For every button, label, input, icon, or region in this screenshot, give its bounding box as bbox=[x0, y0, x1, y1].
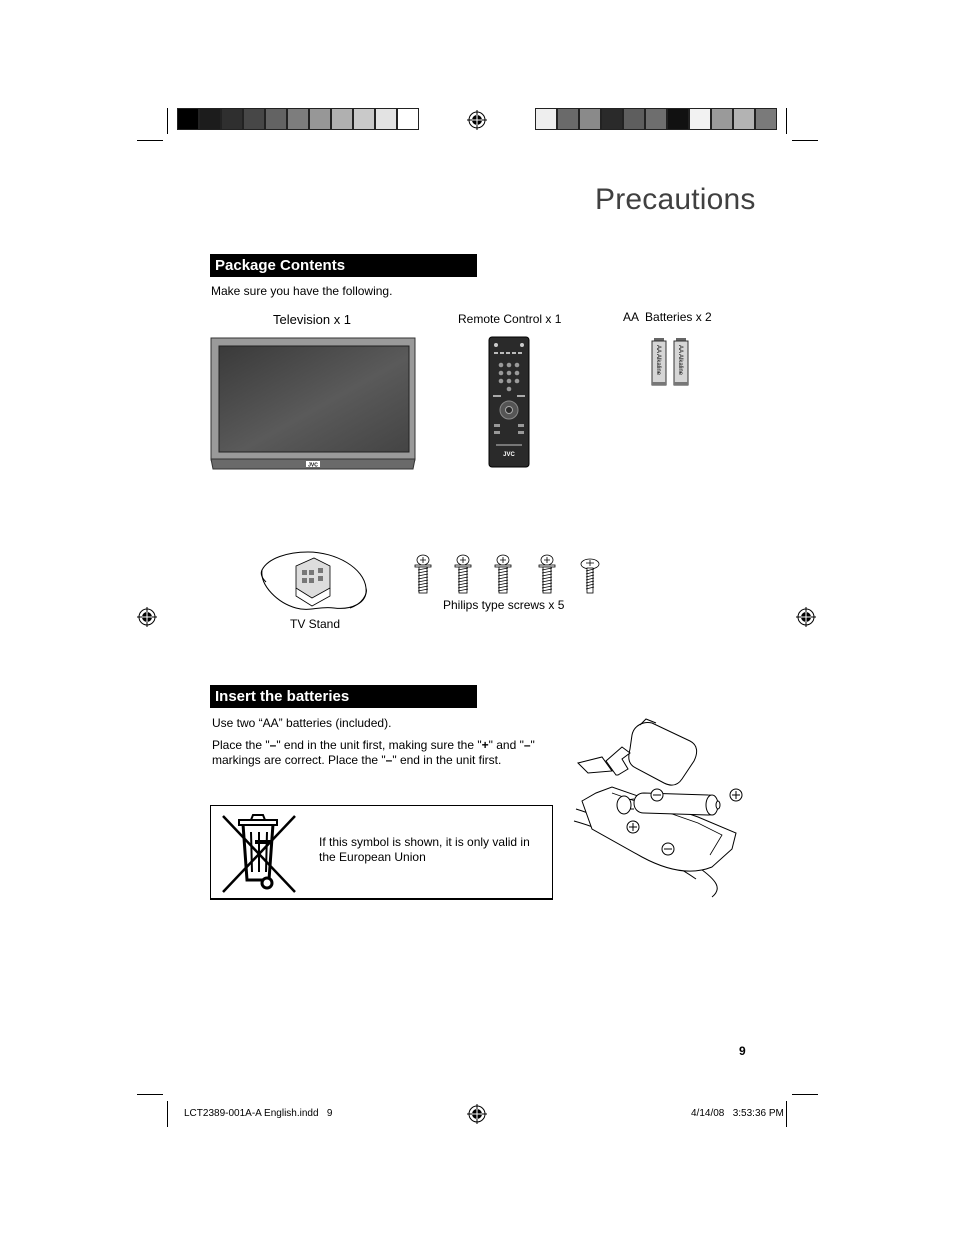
crop-mark bbox=[167, 108, 168, 134]
instruction-text: " markings are correct. Place the " bbox=[212, 738, 535, 767]
remote-label: Remote Control x 1 bbox=[458, 312, 562, 326]
instruction-text: " end in the unit first. bbox=[392, 753, 502, 767]
batteries-icon bbox=[650, 337, 692, 389]
crop-mark bbox=[137, 1094, 163, 1095]
television-icon bbox=[210, 337, 416, 473]
color-swatch bbox=[243, 108, 265, 130]
color-swatch bbox=[331, 108, 353, 130]
color-swatch bbox=[535, 108, 557, 130]
color-swatch bbox=[557, 108, 579, 130]
battery-label: AA Alkaline bbox=[677, 345, 683, 376]
tv-stand-icon bbox=[258, 548, 370, 616]
color-swatch bbox=[601, 108, 623, 130]
color-swatch bbox=[375, 108, 397, 130]
color-swatch bbox=[733, 108, 755, 130]
page-title: Precautions bbox=[595, 183, 756, 216]
package-contents-heading: Package Contents bbox=[210, 254, 477, 277]
color-swatch bbox=[199, 108, 221, 130]
registration-target-icon bbox=[467, 110, 487, 130]
color-swatch bbox=[689, 108, 711, 130]
minus-sign: – bbox=[269, 738, 277, 752]
batteries-label: AA Batteries x 2 bbox=[623, 310, 712, 324]
footer-file-name: LCT2389-001A-A English.indd 9 bbox=[184, 1108, 333, 1119]
screws-label: Philips type screws x 5 bbox=[443, 598, 565, 612]
color-swatch bbox=[177, 108, 199, 130]
battery-insertion-icon bbox=[572, 717, 754, 902]
color-swatch bbox=[353, 108, 375, 130]
battery-label: AA Alkaline bbox=[655, 345, 661, 376]
crop-mark bbox=[792, 140, 818, 141]
television-label: Television x 1 bbox=[273, 312, 352, 327]
crop-mark bbox=[786, 1101, 787, 1127]
registration-target-icon bbox=[137, 607, 157, 627]
color-swatch bbox=[221, 108, 243, 130]
eu-notice-box bbox=[210, 805, 553, 900]
instruction-text: " end in the unit first, making sure the " bbox=[276, 738, 482, 752]
screws-icon bbox=[410, 553, 602, 597]
color-swatch bbox=[711, 108, 733, 130]
crossed-out-wheelie-bin-icon bbox=[217, 810, 299, 896]
minus-sign: – bbox=[523, 738, 531, 752]
remote-brand-mark: JVC bbox=[503, 452, 515, 458]
eu-notice-text: If this symbol is shown, it is only valid in the European Union bbox=[319, 835, 530, 864]
insert-batteries-instructions bbox=[212, 738, 542, 768]
instruction-text: " and " bbox=[488, 738, 524, 752]
footer-timestamp: 4/14/08 3:53:36 PM bbox=[691, 1108, 784, 1119]
color-swatch bbox=[645, 108, 667, 130]
tv-brand-mark: JVC bbox=[308, 462, 318, 469]
color-swatch bbox=[287, 108, 309, 130]
color-swatch bbox=[755, 108, 777, 130]
registration-target-icon bbox=[467, 1104, 487, 1124]
insert-batteries-line1: Use two “AA” batteries (included). bbox=[212, 716, 392, 730]
minus-sign: – bbox=[385, 753, 393, 767]
package-contents-intro: Make sure you have the following. bbox=[211, 284, 393, 298]
color-swatch bbox=[667, 108, 689, 130]
crop-mark bbox=[137, 140, 163, 141]
plus-sign: + bbox=[481, 738, 489, 752]
crop-mark bbox=[786, 108, 787, 134]
insert-batteries-heading: Insert the batteries bbox=[210, 685, 477, 708]
color-swatch bbox=[309, 108, 331, 130]
instruction-text: Place the " bbox=[212, 738, 270, 752]
color-swatch bbox=[265, 108, 287, 130]
registration-target-icon bbox=[796, 607, 816, 627]
crop-mark bbox=[792, 1094, 818, 1095]
color-swatch bbox=[579, 108, 601, 130]
page-number: 9 bbox=[739, 1044, 746, 1058]
remote-control-icon bbox=[488, 336, 530, 468]
tv-stand-label: TV Stand bbox=[290, 617, 341, 631]
crop-mark bbox=[167, 1101, 168, 1127]
color-swatch bbox=[397, 108, 419, 130]
color-swatch bbox=[623, 108, 645, 130]
